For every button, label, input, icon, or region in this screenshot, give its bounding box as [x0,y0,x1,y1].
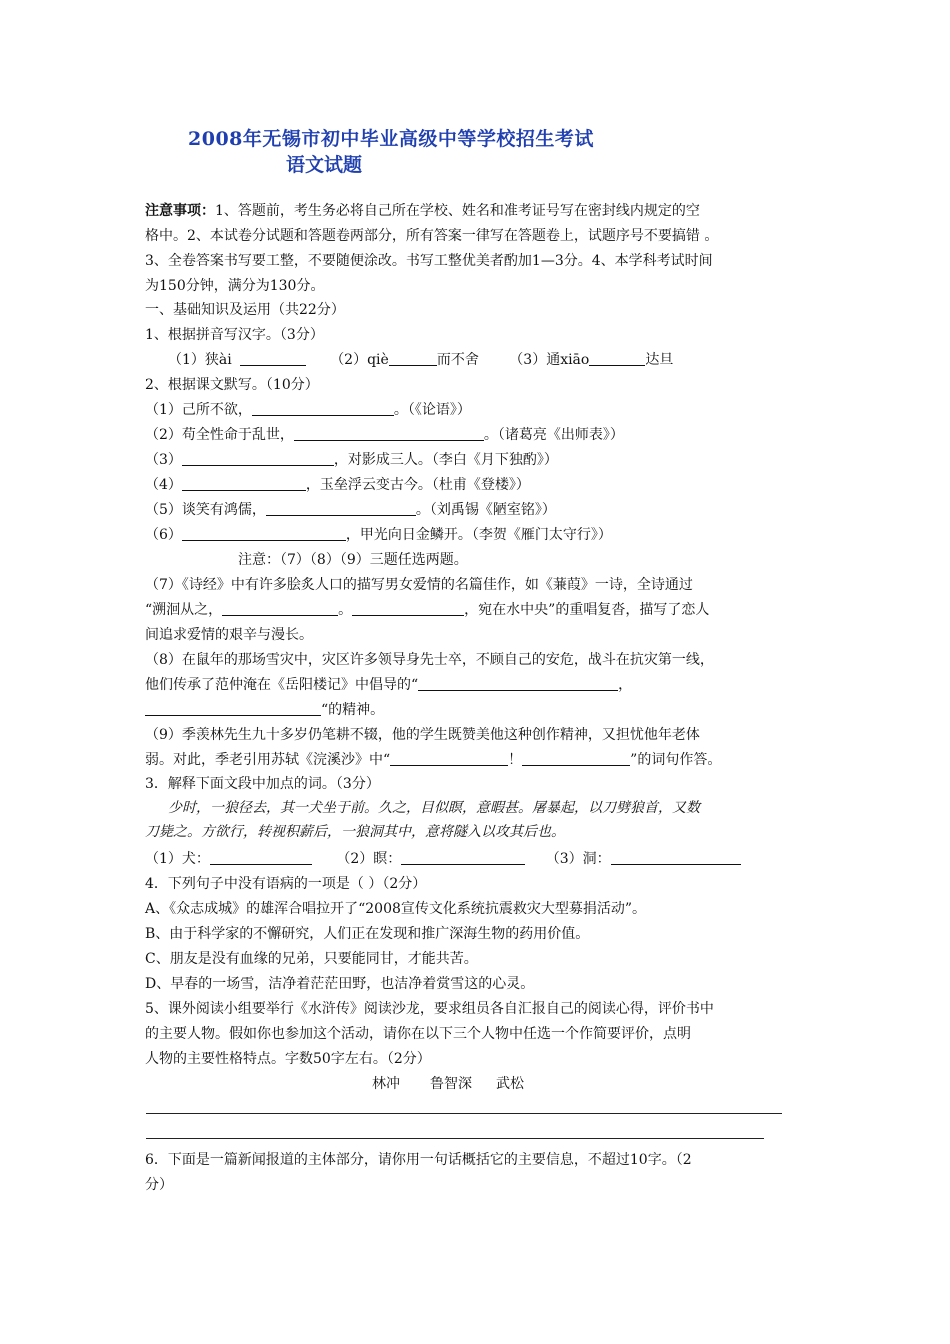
q2-item-2: （2）苟全性命于乱世， 。（诸葛亮《出师表》） [145,427,624,443]
q2-item-2-blank[interactable] [294,426,484,441]
exam-title: 2008年无锡市初中毕业高级中等学校招生考试 [188,128,594,150]
q5-answer-line-2[interactable] [146,1138,764,1139]
q2-item-8-line-1: （8）在鼠年的那场雪灾中，灾区许多领导身先士卒，不顾自己的安危，战斗在抗灾第一线， [145,652,714,668]
q5-line-3: 人物的主要性格特点。字数50字左右。（2分） [145,1051,431,1067]
q3-stem: 3．解释下面文段中加点的词。（3分） [145,776,380,792]
q2-item-6: （6） ，甲光向日金鳞开。（李贺《雁门太守行》） [145,527,612,543]
q2-item-7-line-3: 间追求爱情的艰辛与漫长。 [145,627,313,643]
q2-item-6-blank[interactable] [182,526,346,541]
q4-option-b: B、由于科学家的不懈研究，人们正在发现和推广深海生物的药用价值。 [145,926,590,942]
q2-item-5-blank[interactable] [266,501,416,516]
q2-item-4-blank[interactable] [182,476,306,491]
q6-line-1: 6．下面是一篇新闻报道的主体部分，请你用一句话概括它的主要信息，不超过10字。（2 [145,1152,692,1168]
q1-b-blank[interactable] [389,351,437,366]
q2-item-9-blank-2[interactable] [522,751,630,766]
section-heading: 一、基础知识及运用（共22分） [145,302,345,318]
q1-stem: 1、根据拼音写汉字。（3分） [145,327,324,343]
q2-item-7-line-2: “溯洄从之， 。 ，宛在水中央”的重唱复沓，描写了恋人 [145,602,710,618]
q3-answers: （1）犬： （2）瞑： （3）洞： [145,849,741,869]
q4-stem: 4．下列句子中没有语病的一项是（ ）（2分） [145,876,427,892]
q2-item-9-blank-1[interactable] [390,751,508,766]
q3-passage-line-2: 刀毙之。方欲行，转视积薪后，一狼洞其中，意将隧入以攻其后也。 [145,824,565,840]
exam-subtitle: 语文试题 [286,154,363,176]
q2-item-5: （5）谈笑有鸿儒， 。（刘禹锡《陋室铭》） [145,502,556,518]
q2-item-1: （1）己所不欲， 。（《论语》） [145,402,471,418]
q2-item-3: （3） ，对影成三人。（李白《月下独酌》） [145,452,558,468]
q2-item-9-line-1: （9）季羡林先生九十多岁仍笔耕不辍，他的学生既赞美他这种创作精神，又担忧他年老体 [145,727,700,743]
q2-item-3-blank[interactable] [182,451,334,466]
q4-option-d: D、早春的一场雪，洁净着茫茫田野，也洁净着赏雪这的心灵。 [145,976,535,992]
q5-line-1: 5、课外阅读小组要举行《水浒传》阅读沙龙，要求组员各自汇报自己的阅读心得，评价书中 [145,1001,714,1017]
notice-line-2: 格中。2、本试卷分试题和答题卷两部分，所有答案一律写在答题卷上，试题序号不要搞错 。 [145,228,719,244]
q2-item-4: （4） ，玉垒浮云变古今。（杜甫《登楼》） [145,477,530,493]
q1-a-blank[interactable] [240,351,306,366]
q1-items: （1）狭ài （2）qiè 而不舍 （3）通xiāo 达旦 [168,352,674,368]
q5-answer-line-1[interactable] [146,1113,782,1114]
q2-choose-note: 注意：（7）（8）（9）三题任选两题。 [238,552,468,568]
notice-line-3: 3、全卷答案书写要工整，不要随便涂改。书写工整优美者酌加1—3分。4、本学科考试时间 [145,253,713,269]
q5-name-1: 林冲 [372,1076,400,1092]
notice-label: 注意事项： [145,203,215,219]
q2-item-8-blank-2[interactable] [145,701,321,716]
q2-item-7-blank-2[interactable] [352,601,464,616]
q3-passage-line-1: 少时，一狼径去，其一犬坐于前。久之，目似瞑，意暇甚。屠暴起，以刀劈狼首，又数 [168,800,700,816]
q5-name-2: 鲁智深 [430,1076,472,1092]
q2-item-8-line-2: 他们传承了范仲淹在《岳阳楼记》中倡导的“ ， [145,677,633,693]
q1-c-blank[interactable] [589,351,645,366]
q2-item-8-blank-1[interactable] [418,676,618,691]
q3-b-blank[interactable] [401,850,525,865]
q4-option-a: A、《众志成城》的雄浑合唱拉开了“2008宣传文化系统抗震救灾大型募捐活动”。 [145,901,647,917]
q2-item-8-line-3: “的精神。 [145,700,384,720]
q2-item-7-blank-1[interactable] [222,601,338,616]
q4-option-c: C、朋友是没有血缘的兄弟，只要能同甘，才能共苦。 [145,951,478,967]
q5-line-2: 的主要人物。假如你也参加这个活动，请你在以下三个人物中任选一个作简要评价，点明 [145,1026,691,1042]
q2-item-7-line-1: （7）《诗经》中有许多脍炙人口的描写男女爱情的名篇佳作，如《蒹葭》一诗，全诗通过 [145,577,693,593]
q5-names [372,1074,524,1094]
q2-item-1-blank[interactable] [252,401,394,416]
q3-a-blank[interactable] [210,850,312,865]
q3-c-blank[interactable] [611,850,741,865]
q6-line-2: 分） [145,1177,173,1193]
q2-stem: 2、根据课文默写。（10分） [145,377,319,393]
notice-line-1: 注意事项：1、答题前，考生务必将自己所在学校、姓名和准考证号写在密封线内规定的空 [145,203,700,219]
notice-line-4: 为150分钟，满分为130分。 [145,278,325,294]
q5-name-3: 武松 [496,1076,524,1092]
q2-item-9-line-2: 弱。对此，季老引用苏轼《浣溪沙》中“ ！ ”的词句作答。 [145,752,722,768]
